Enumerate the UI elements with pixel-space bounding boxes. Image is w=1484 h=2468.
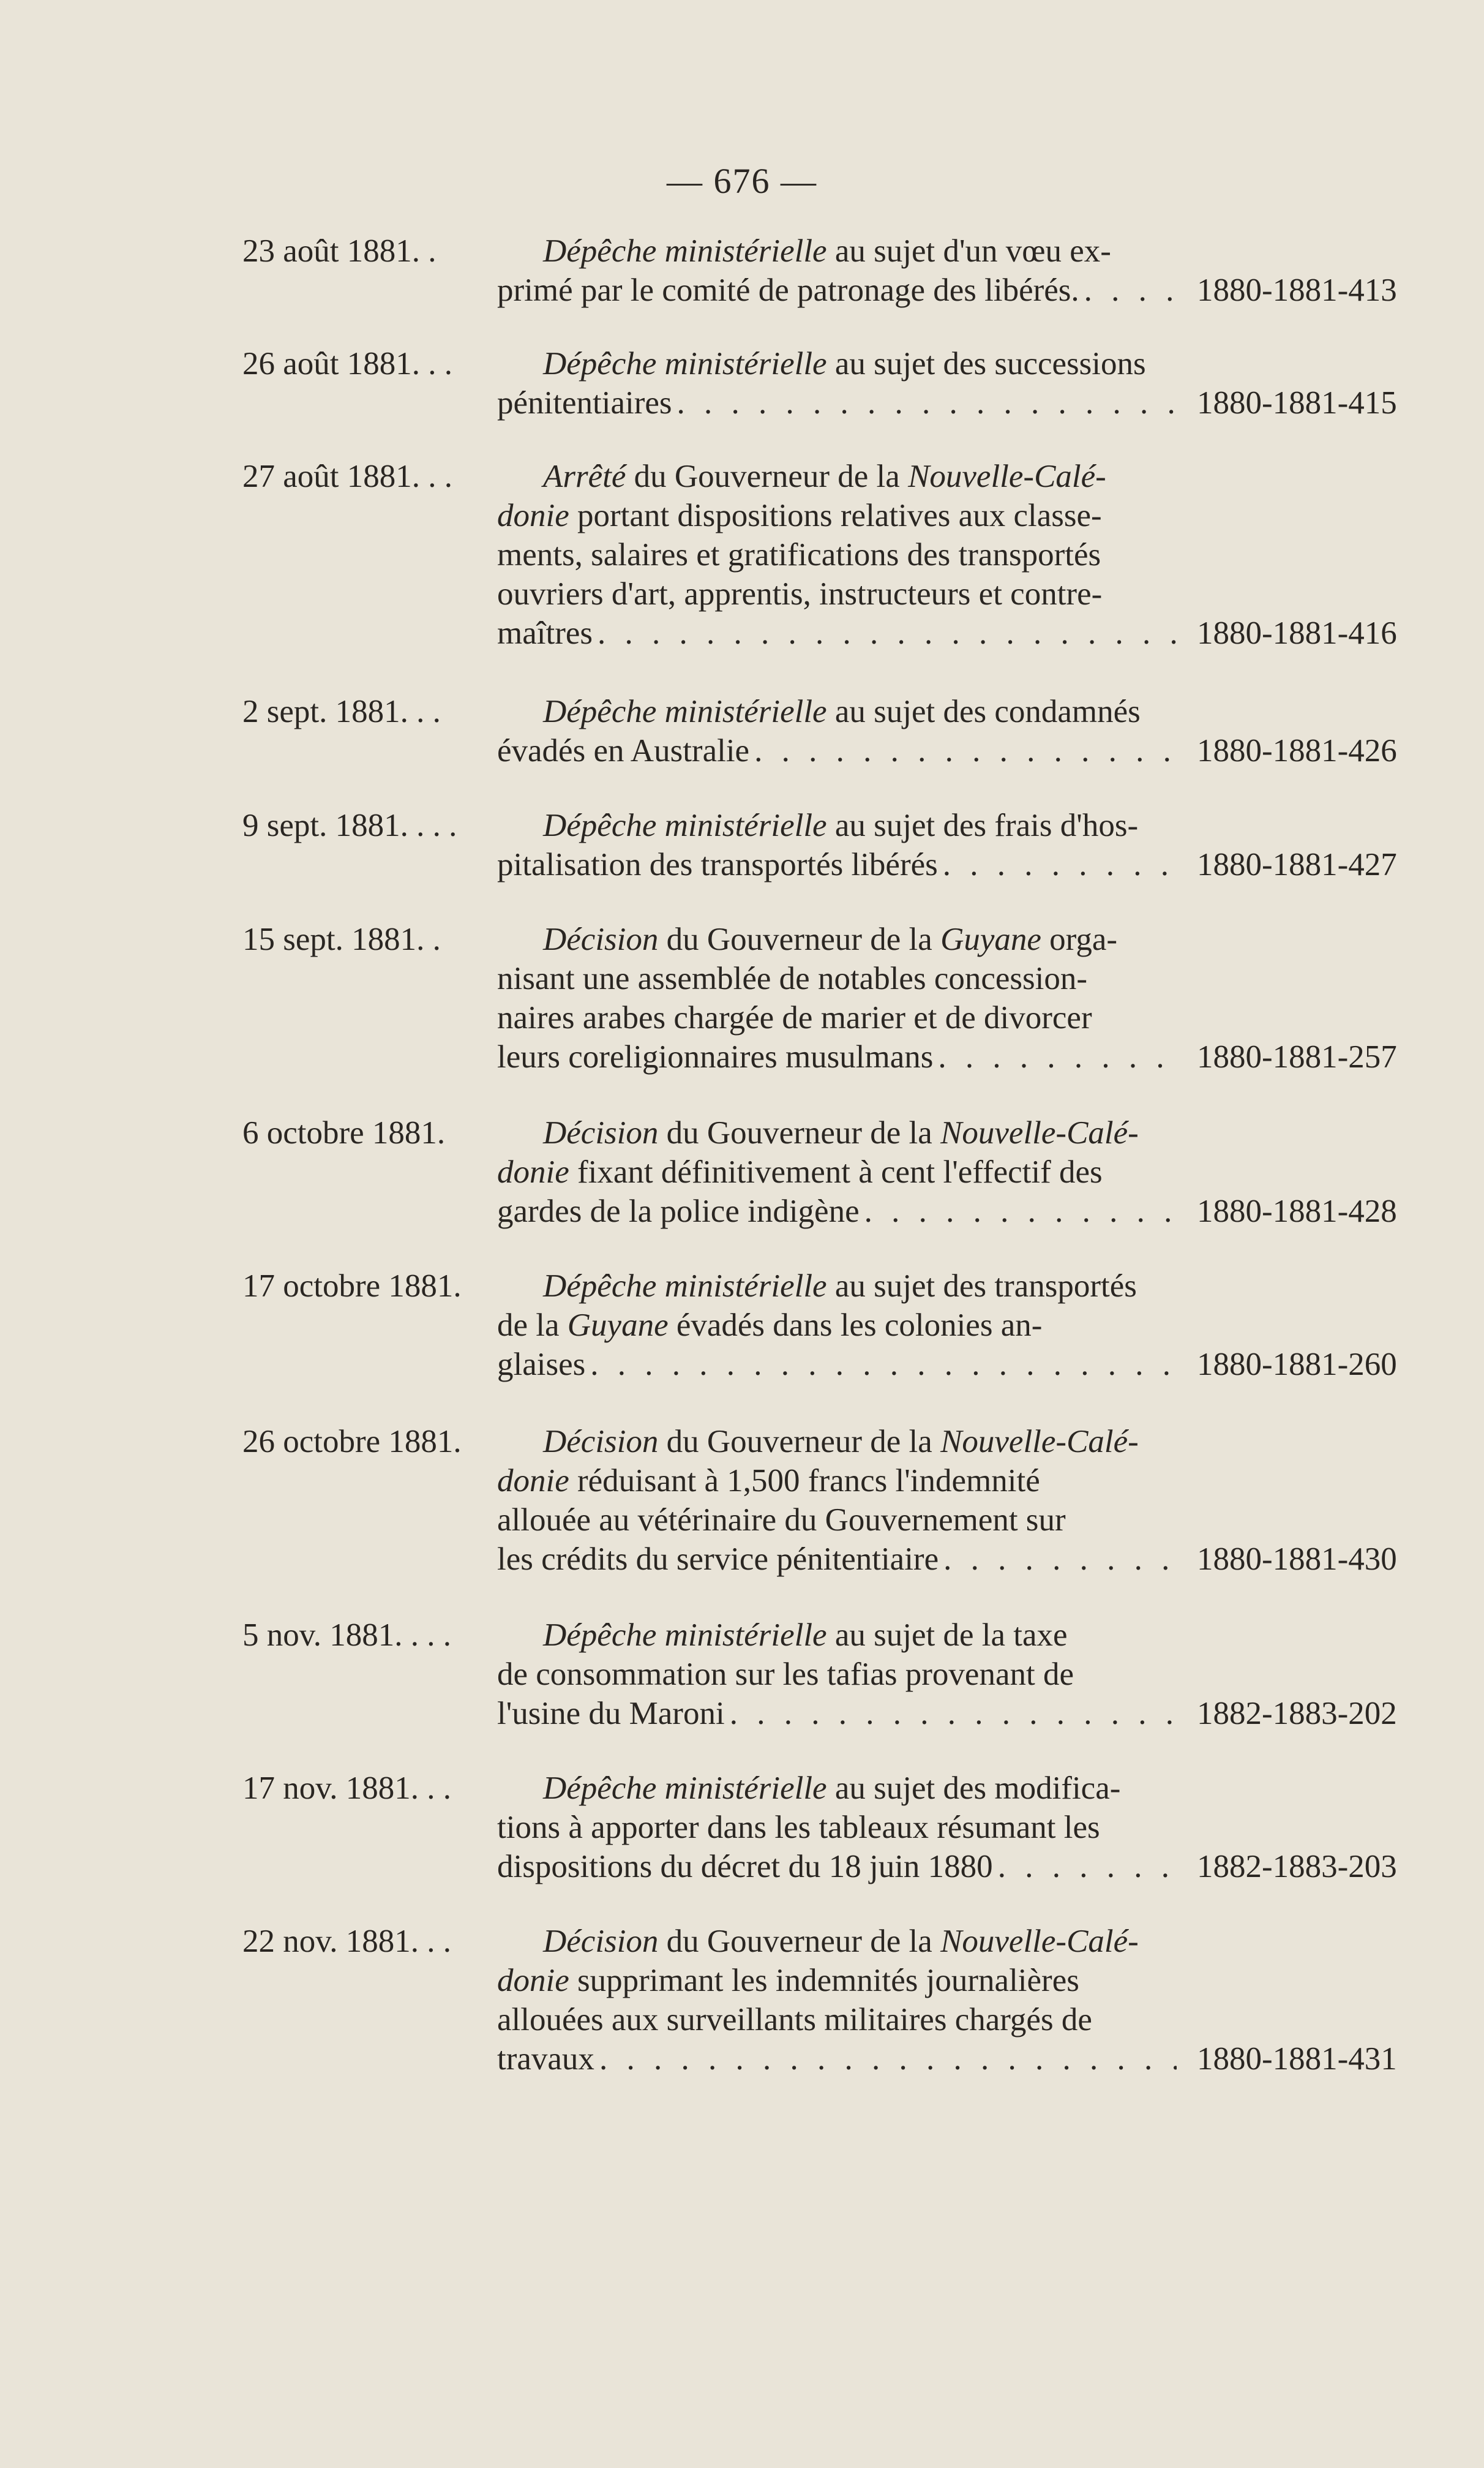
entry-reference: 1880-1881-260	[1197, 1347, 1397, 1382]
leader-dots	[943, 1540, 1177, 1579]
entry-line	[497, 1422, 1184, 1461]
entry-line	[497, 692, 1184, 731]
entry-date: 23 août 1881. .	[242, 233, 437, 269]
leader-dots	[998, 1847, 1177, 1886]
entry-line-text	[497, 1037, 933, 1077]
entry-date: 5 nov. 1881. . . .	[242, 1617, 452, 1653]
entry-segment: de la	[497, 1307, 568, 1343]
leader-dots	[598, 614, 1177, 653]
entry-segment: fixant définitivement à cent l'effectif des	[569, 1154, 1103, 1190]
entry-italic-segment: donie	[497, 1154, 569, 1190]
entry-line	[497, 231, 1184, 271]
entry-segment: supprimant les indemnités journalières	[569, 1963, 1079, 1998]
entry-segment: orga-	[1041, 922, 1118, 957]
entry-italic-segment: Dépêche ministérielle	[543, 1770, 827, 1806]
entry-segment: du Gouverneur de la	[658, 1115, 941, 1151]
entry-date: 6 octobre 1881.	[242, 1115, 446, 1151]
entry-segment: pénitentiaires	[497, 385, 672, 421]
entry-italic-segment: Arrêté	[543, 459, 626, 494]
entry-line	[497, 1847, 1184, 1886]
entry-segment: allouées aux surveillants militaires chargés de	[497, 2002, 1092, 2037]
entry-text	[497, 1266, 1184, 1384]
entry-line	[497, 1616, 1184, 1655]
entry-reference: 1880-1881-426	[1197, 733, 1397, 769]
entry-line-text	[497, 271, 1079, 310]
entry-line	[497, 1153, 1184, 1192]
leader-dots	[943, 845, 1177, 884]
entry-line	[497, 1192, 1184, 1231]
entry-line	[497, 457, 1184, 496]
entry-segment: au sujet de la taxe	[826, 1617, 1068, 1653]
leader-dots	[599, 2039, 1177, 2079]
entry-segment: du Gouverneur de la	[658, 1924, 941, 1959]
entry-reference: 1880-1881-427	[1197, 847, 1397, 882]
entry-italic-segment: Nouvelle-Calé-	[908, 459, 1106, 494]
entry-reference: 1880-1881-428	[1197, 1194, 1397, 1229]
leader-dots	[677, 383, 1177, 423]
entry-line	[497, 2000, 1184, 2039]
leader-dots	[730, 1694, 1177, 1733]
entry-segment: dispositions du décret du 18 juin 1880	[497, 1849, 993, 1884]
entry-line	[497, 383, 1184, 423]
entry-segment: du Gouverneur de la	[658, 1424, 941, 1459]
entry-line	[497, 1306, 1184, 1345]
entry-segment: leurs coreligionnaires musulmans	[497, 1039, 934, 1075]
leader-dots	[590, 1345, 1177, 1384]
entry-reference: 1880-1881-257	[1197, 1039, 1397, 1075]
entry-line-text	[497, 2039, 594, 2079]
entry-reference: 1880-1881-413	[1197, 273, 1397, 308]
entry-line-text	[497, 1192, 860, 1231]
entry-date: 26 octobre 1881.	[242, 1424, 462, 1459]
leader-dots	[864, 1192, 1177, 1231]
entry-italic-segment: Dépêche ministérielle	[543, 808, 827, 843]
entry-line	[497, 1808, 1184, 1847]
entry-line-text	[497, 1847, 993, 1886]
entry-date: 17 octobre 1881.	[242, 1268, 462, 1304]
entry-segment: ments, salaires et gratifications des transportés	[497, 537, 1101, 573]
entry-italic-segment: Guyane	[567, 1307, 669, 1343]
entry-date: 27 août 1881. . .	[242, 459, 452, 494]
entry-segment: allouée au vétérinaire du Gouvernement sur	[497, 1502, 1066, 1538]
entry-text	[497, 692, 1184, 770]
entry-italic-segment: donie	[497, 498, 569, 533]
entry-reference: 1880-1881-416	[1197, 615, 1397, 651]
entry-italic-segment: Dépêche ministérielle	[543, 1268, 827, 1304]
entry-line	[497, 1655, 1184, 1694]
entry-line-text	[497, 731, 749, 770]
entry-line	[497, 344, 1184, 383]
entry-line	[497, 1461, 1184, 1500]
entry-line	[497, 920, 1184, 959]
entry-italic-segment: Nouvelle-Calé-	[940, 1424, 1139, 1459]
entry-italic-segment: Guyane	[940, 922, 1041, 957]
entry-date: 26 août 1881. . .	[242, 346, 452, 382]
entry-line	[497, 271, 1184, 310]
entry-line-text	[497, 845, 938, 884]
entry-italic-segment: Nouvelle-Calé-	[940, 1115, 1139, 1151]
entry-text	[497, 920, 1184, 1077]
entry-segment: ouvriers d'art, apprentis, instructeurs et contre-	[497, 576, 1103, 612]
entry-italic-segment: Décision	[543, 1115, 659, 1151]
entry-text	[497, 457, 1184, 653]
entry-italic-segment: donie	[497, 1463, 569, 1499]
entry-segment: au sujet des condamnés	[826, 694, 1141, 729]
entry-italic-segment: Dépêche ministérielle	[543, 694, 827, 729]
entry-text	[497, 344, 1184, 423]
entry-italic-segment: Décision	[543, 1424, 659, 1459]
entry-text	[497, 806, 1184, 884]
entry-line-text	[497, 1540, 939, 1579]
entry-line-text	[497, 1345, 585, 1384]
entry-date: 9 sept. 1881. . . .	[242, 808, 457, 843]
entry-text	[497, 1616, 1184, 1733]
entry-segment: au sujet des modifica-	[826, 1770, 1121, 1806]
entry-italic-segment: Décision	[543, 1924, 659, 1959]
entry-segment: au sujet des frais d'hos-	[826, 808, 1139, 843]
entry-text	[497, 231, 1184, 310]
entry-line	[497, 845, 1184, 884]
leader-dots	[754, 731, 1177, 770]
entry-line	[497, 998, 1184, 1037]
entry-reference: 1882-1883-202	[1197, 1696, 1397, 1731]
entry-line	[497, 2039, 1184, 2079]
entry-italic-segment: Décision	[543, 922, 659, 957]
entry-text	[497, 1922, 1184, 2079]
entry-reference: 1880-1881-415	[1197, 385, 1397, 421]
entry-segment: évadés dans les colonies an-	[668, 1307, 1043, 1343]
entry-date: 17 nov. 1881. . .	[242, 1770, 452, 1806]
entry-line	[497, 1922, 1184, 1961]
entry-segment: évadés en Australie	[497, 733, 750, 769]
entry-segment: pitalisation des transportés libérés	[497, 847, 938, 882]
entry-segment: glaises	[497, 1347, 586, 1382]
entry-reference: 1880-1881-431	[1197, 2041, 1397, 2077]
entry-segment: du Gouverneur de la	[658, 922, 941, 957]
entry-text	[497, 1113, 1184, 1231]
entry-line	[497, 535, 1184, 574]
entry-segment: tions à apporter dans les tableaux résumant les	[497, 1810, 1100, 1845]
entry-line-text	[497, 1694, 725, 1733]
entry-segment: de consommation sur les tafias provenant de	[497, 1657, 1074, 1692]
entry-segment: l'usine du Maroni	[497, 1696, 725, 1731]
entry-line	[497, 731, 1184, 770]
entry-line-text	[497, 614, 593, 653]
entry-segment: au sujet des successions	[826, 346, 1146, 382]
entry-line	[497, 496, 1184, 535]
entry-segment: portant dispositions relatives aux classe-	[569, 498, 1102, 533]
entry-line	[497, 614, 1184, 653]
entry-date: 2 sept. 1881. . .	[242, 694, 441, 729]
entry-segment: au sujet des transportés	[826, 1268, 1137, 1304]
entry-date: 22 nov. 1881. . .	[242, 1924, 452, 1959]
entry-italic-segment: Dépêche ministérielle	[543, 346, 827, 382]
entry-italic-segment: Dépêche ministérielle	[543, 233, 827, 269]
entry-italic-segment: Dépêche ministérielle	[543, 1617, 827, 1653]
entry-segment: du Gouverneur de la	[626, 459, 909, 494]
entry-line	[497, 1540, 1184, 1579]
entry-segment: au sujet d'un vœu ex-	[826, 233, 1111, 269]
entry-reference: 1882-1883-203	[1197, 1849, 1397, 1884]
entry-segment: gardes de la police indigène	[497, 1194, 860, 1229]
entry-line	[497, 574, 1184, 614]
entry-line	[497, 1694, 1184, 1733]
entry-text	[497, 1769, 1184, 1886]
entry-segment: primé par le comité de patronage des libérés.	[497, 273, 1079, 308]
entry-line	[497, 959, 1184, 998]
entry-segment: nisant une assemblée de notables concession-	[497, 961, 1088, 996]
entry-line	[497, 1500, 1184, 1540]
entry-segment: les crédits du service pénitentiaire	[497, 1541, 939, 1577]
entry-segment: maîtres	[497, 615, 593, 651]
leader-dots	[938, 1037, 1177, 1077]
entry-italic-segment: Nouvelle-Calé-	[940, 1924, 1139, 1959]
entry-line-text	[497, 383, 672, 423]
page-number: — 676 —	[667, 161, 817, 201]
entry-line	[497, 1266, 1184, 1306]
entry-reference: 1880-1881-430	[1197, 1541, 1397, 1577]
entry-line	[497, 806, 1184, 845]
leader-dots	[1084, 271, 1177, 310]
entry-segment: travaux	[497, 2041, 594, 2077]
entry-line	[497, 1961, 1184, 2000]
entry-segment: réduisant à 1,500 francs l'indemnité	[569, 1463, 1040, 1499]
entry-text	[497, 1422, 1184, 1579]
entry-line	[497, 1345, 1184, 1384]
entry-line	[497, 1037, 1184, 1077]
entry-line	[497, 1113, 1184, 1153]
entry-italic-segment: donie	[497, 1963, 569, 1998]
entry-line	[497, 1769, 1184, 1808]
entry-date: 15 sept. 1881. .	[242, 922, 441, 957]
entry-segment: naires arabes chargée de marier et de divorcer	[497, 1000, 1092, 1036]
